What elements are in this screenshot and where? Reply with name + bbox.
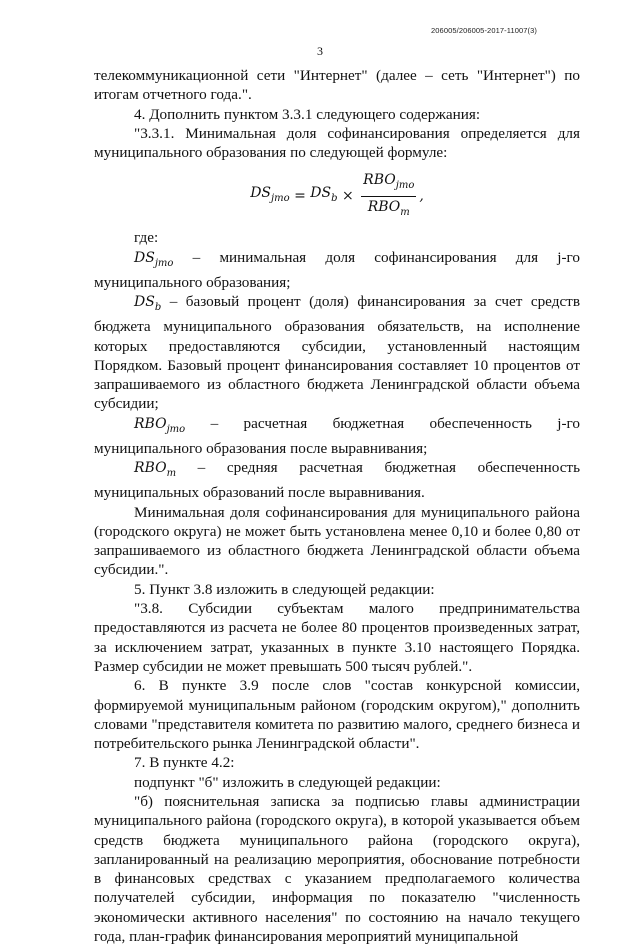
symbol-ds-jmo: $DS_{jmo}$ [134,249,174,269]
paragraph-8: 7. В пункте 4.2: [134,754,235,772]
document-code: 206005/206005-2017-11007(3) [431,26,537,35]
formula-comma: , [419,187,424,204]
paragraph-6: "3.8. Субсидии субъектам малого предпринимательства предоставляются из расчета не более 80 процентов произведенных затрат, за исключением затрат, указанных в пункте 3.10 настоящего Порядка. Размер субсидии не может превышать 500 тысяч рублей.". [94,600,580,675]
formula-equals: = [289,187,311,204]
formula-times: × [337,187,359,204]
formula-ds-b: $DS_b$ [310,185,338,205]
symbol-rbo-m: $RBO_m$ [134,460,177,479]
document-body [94,66,580,946]
cofinancing-formula [94,166,580,226]
formula-fraction [361,171,416,222]
paragraph-9: подпункт "б" изложить в следующей редакции: [134,773,441,791]
definition-rbo-jmo: $RBO_{jmo}$ – расчетная бюджетная обеспеченность j-го муниципального образования после выравнивания; [94,414,580,457]
definition-rbo-m: $RBO_m$ – средняя расчетная бюджетная обеспеченность муниципальных образований после выравнивания. [94,459,580,502]
formula-lhs: $DS_{jmo}$ [250,185,290,205]
where-label: где: [134,229,159,247]
paragraph-10: "б) пояснительная записка за подписью главы администрации муниципального района (городского округа), в которой указывается объем средств бюджета муниципального района (городского округа), запланированный на реализацию мероприятия, обоснование потребности в финансовых средствах с указанием предполагаемого количества получателей субсидии, информация по показателю "численность экономически активного населения" по состоянию на начало текущего года, план-график финансирования мероприятий муниципальной [94,792,580,946]
paragraph-4: Минимальная доля софинансирования для муниципального района (городского округа) не может быть установлена менее 0,10 и более 0,80 от запрашиваемого из областного бюджета Ленинградской области объема субсидии.". [94,503,580,579]
paragraph-1: телекоммуникационной сети "Интернет" (далее – сеть "Интернет") по итогам отчетного года.". [94,67,580,104]
paragraph-7: 6. В пункте 3.9 после слов "состав конкурсной комиссии, формируемой муниципальным районом (городским округом)," дополнить словами "представителя комитета по развитию малого, среднего бизнеса и потребительского рынка Ленинградской области". [94,677,580,753]
paragraph-5: 5. Пункт 3.8 изложить в следующей редакции: [134,580,435,598]
paragraph-3: "3.3.1. Минимальная доля софинансирования определяется для муниципального образования по следующей формуле: [94,124,580,162]
page-number: 3 [317,44,323,58]
definition-ds-jmo: $DS_{jmo}$ – минимальная доля софинансирования для j-го муниципального образования; [94,248,580,291]
definition-ds-b: $DS_b$ – базовый процент (доля) финансирования за счет средств бюджета муниципального образования обязательств, на исполнение которых предоставляются субсидии, установленный настоящим Порядком. Базовый процент финансирования составляет 10 процентов от запрашиваемого из областного бюджета Ленинградской области объема субсидии; [94,293,580,413]
symbol-ds-b: $DS_b$ [134,294,162,313]
paragraph-2: 4. Дополнить пунктом 3.3.1 следующего содержания: [134,105,481,123]
symbol-rbo-jmo: $RBO_{jmo}$ [134,415,186,435]
formula-denominator: $RBO_m$ [367,198,410,218]
formula-numerator: $RBO_{jmo}$ [361,171,416,197]
